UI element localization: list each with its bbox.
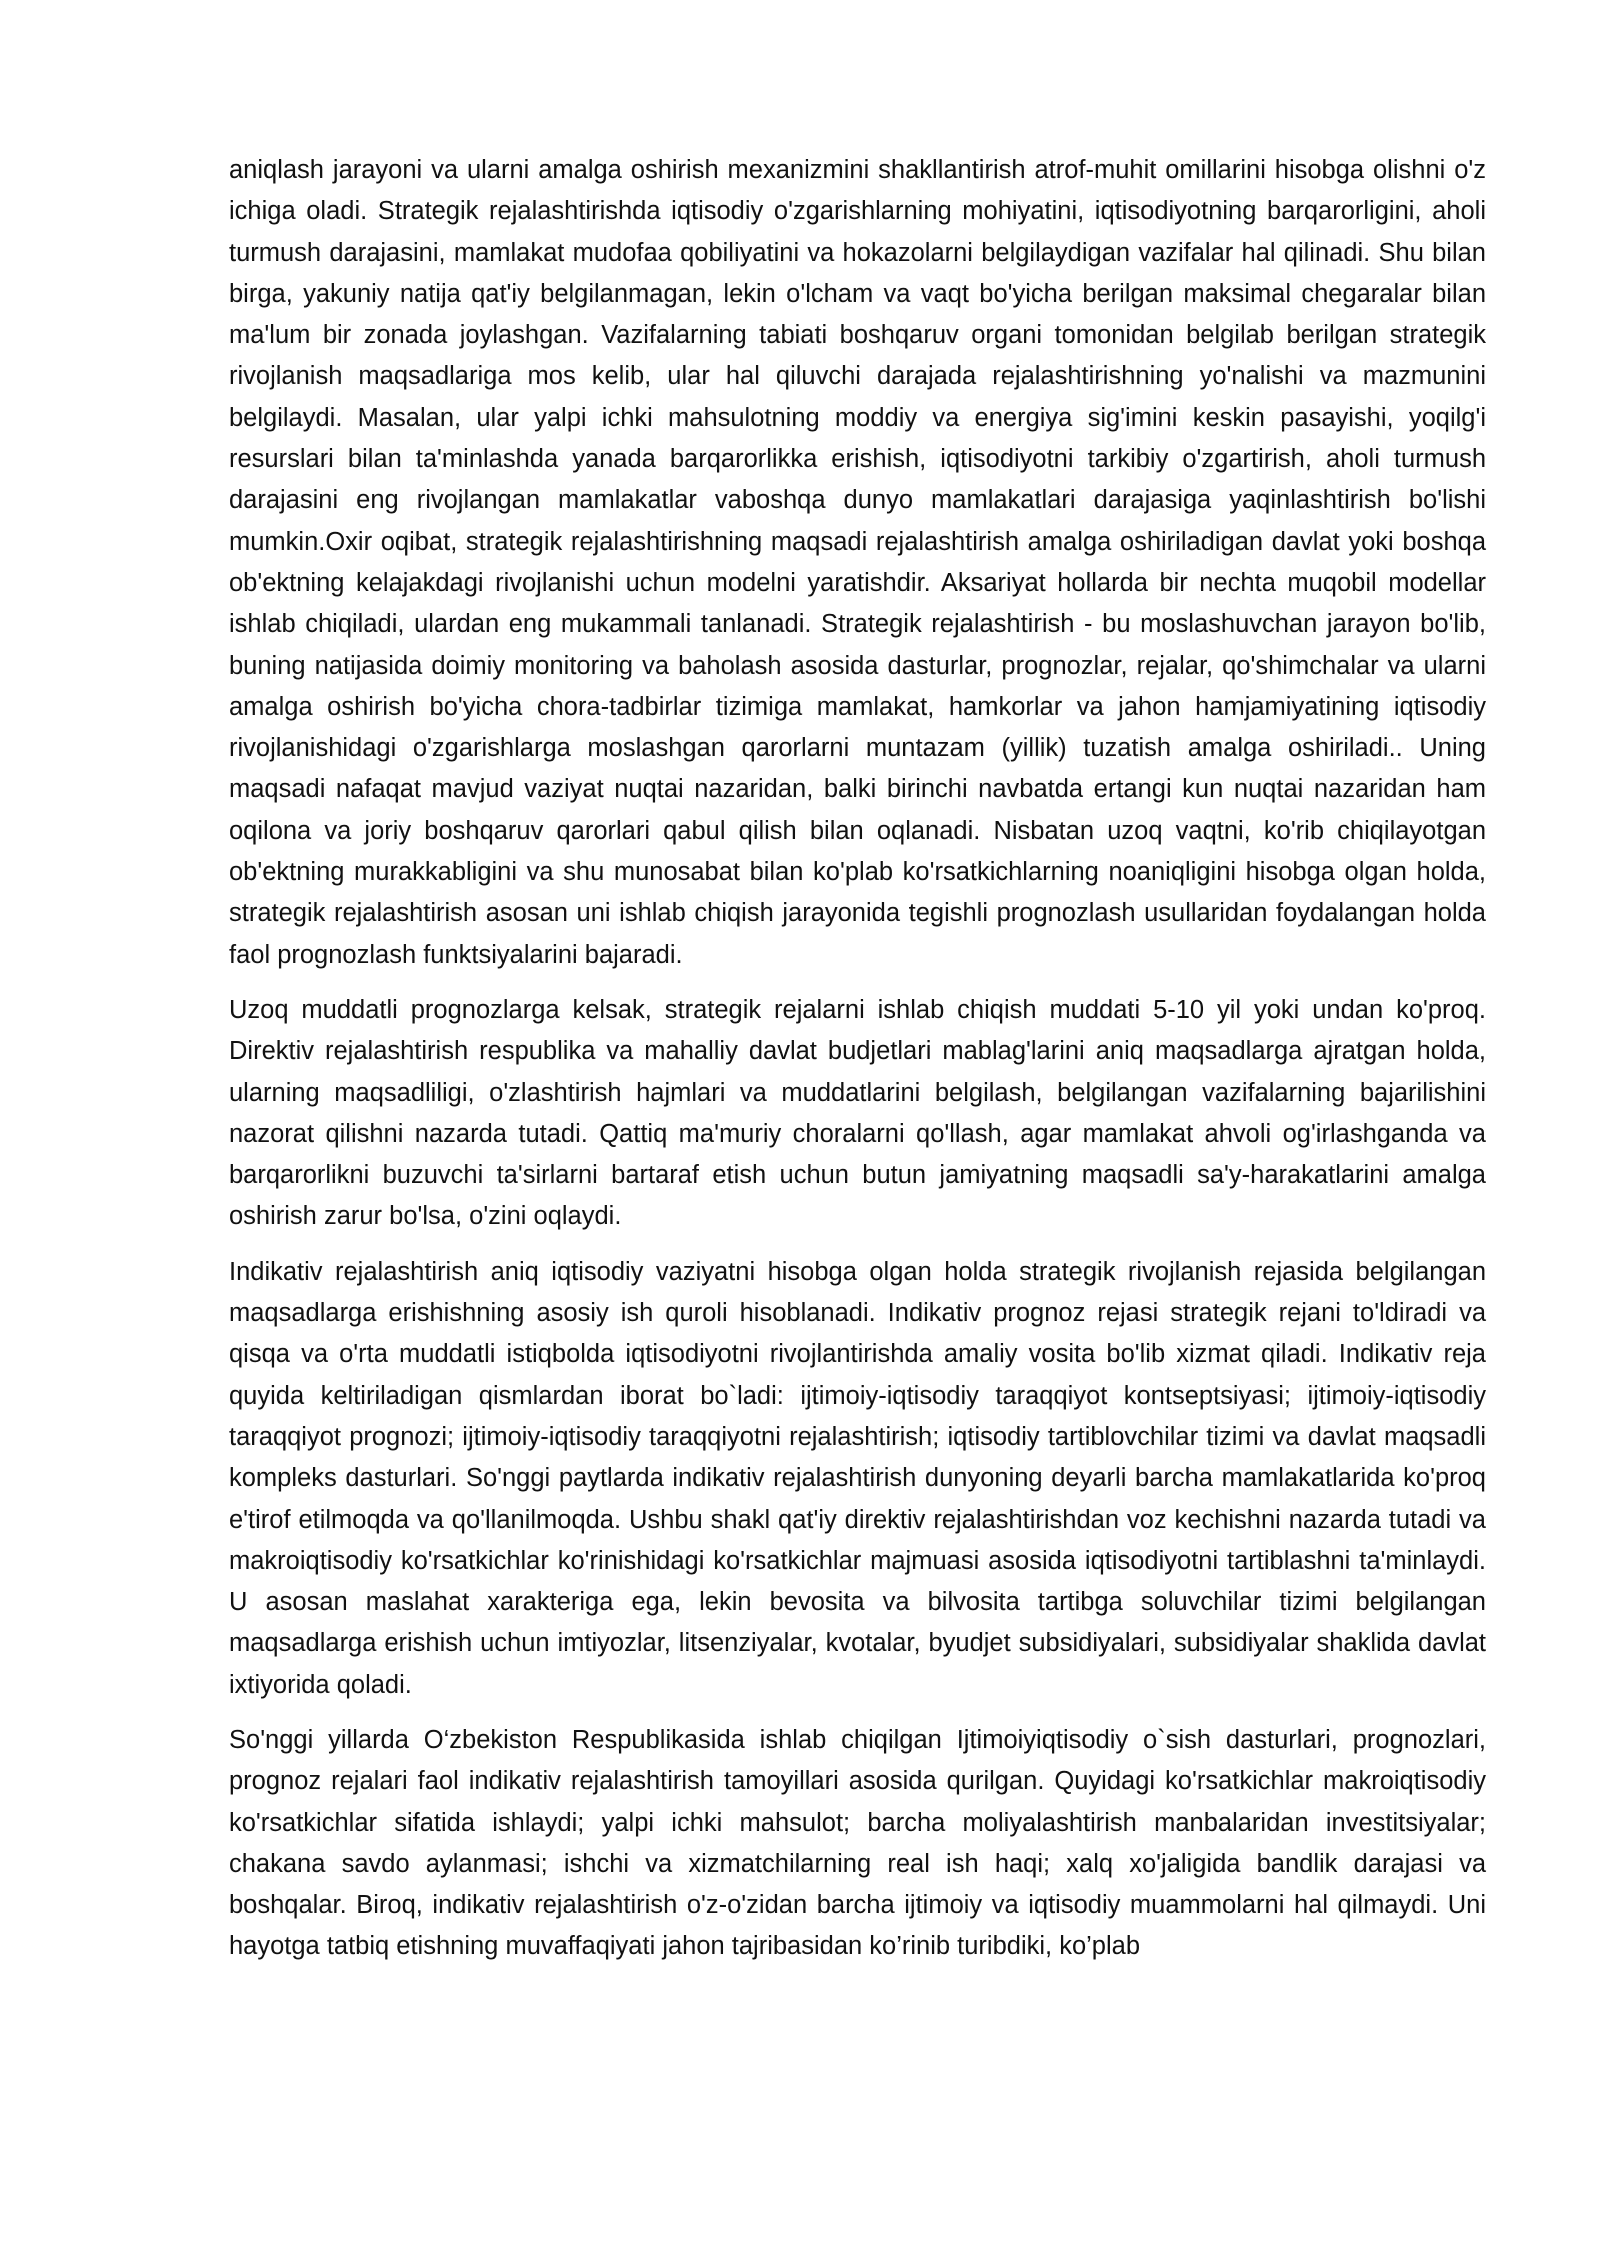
paragraph-long-term-forecasts: Uzoq muddatli prognozlarga kelsak, strategik rejalarni ishlab chiqish muddati 5-10 yil yoki undan ko'proq. Direktiv rejalashtirish respublika va mahalliy davlat budjetlari mablag'larini aniq maqsadlarga ajratgan holda, ularning maqsadliligi, o'zlashtirish hajmlari va muddatlarini belgilash, belgilangan vazifalarning bajarilishini nazorat qilishni nazarda tutadi. Qattiq ma'muriy choralarni qo'llash, agar mamlakat ahvoli og'irlashganda va barqarorlikni buzuvchi ta'sirlarni bartaraf etish uchun butun jamiyatning maqsadli sa'y-harakatlarini amalga oshirish zarur bo'lsa, o'zini oqlaydi. xyxy=(229,995,1486,1231)
paragraph-strategic-planning: aniqlash jarayoni va ularni amalga oshirish mexanizmini shakllantirish atrof-muhit omillarini hisobga olishni o'z ichiga oladi. Strategik rejalashtirishda iqtisodiy o'zgarishlarning mohiyatini, iqtisodiyotning barqarorligini, aholi turmush darajasini, mamlakat mudofaa qobiliyatini va hokazolarni belgilaydigan vazifalar hal qilinadi. Shu bilan birga, yakuniy natija qat'iy belgilanmagan, lekin o'lcham va vaqt bo'yicha berilgan maksimal chegaralar bilan ma'lum bir zonada joylashgan. Vazifalarning tabiati boshqaruv organi tomonidan belgilab berilgan strategik rivojlanish maqsadlariga mos kelib, ular hal qiluvchi darajada rejalashtirishning yo'nalishi va mazmunini belgilaydi. Masalan, ular yalpi ichki mahsulotning moddiy va energiya sig'imini keskin pasayishi, yoqilg'i resurslari bilan ta'minlashda yanada barqarorlikka erishish, iqtisodiyotni tarkibiy o'zgartirish, aholi turmush darajasini eng rivojlangan mamlakatlar vaboshqa dunyo mamlakatlari darajasiga yaqinlashtirish bo'lishi mumkin.Oxir oqibat, strategik rejalashtirishning maqsadi rejalashtirish amalga oshiriladigan davlat yoki boshqa ob'ektning kelajakdagi rivojlanishi uchun modelni yaratishdir. Aksariyat hollarda bir nechta muqobil modellar ishlab chiqiladi, ulardan eng mukammali tanlanadi. Strategik rejalashtirish - bu moslashuvchan jarayon bo'lib, buning natijasida doimiy monitoring va baholash asosida dasturlar, prognozlar, rejalar, qo'shimchalar va ularni amalga oshirish bo'yicha chora-tadbirlar tizimiga mamlakat, hamkorlar va jahon hamjamiyatining iqtisodiy rivojlanishidagi o'zgarishlarga moslashgan qarorlarni muntazam (yillik) tuzatish amalga oshiriladi.. Uning maqsadi nafaqat mavjud vaziyat nuqtai nazaridan, balki birinchi navbatda ertangi kun nuqtai nazaridan ham oqilona va joriy boshqaruv qarorlari qabul qilish bilan oqlanadi. Nisbatan uzoq vaqtni, ko'rib chiqilayotgan ob'ektning murakkabligini va shu munosabat bilan ko'plab ko'rsatkichlarning noaniqligini hisobga olgan holda, strategik rejalashtirish asosan uni ishlab chiqish jarayonida tegishli prognozlash usullaridan foydalangan holda faol prognozlash funktsiyalarini bajaradi. xyxy=(229,156,1486,969)
document-page xyxy=(229,150,1486,1968)
paragraph-indicative-planning: Indikativ rejalashtirish aniq iqtisodiy vaziyatni hisobga olgan holda strategik rivojlanish rejasida belgilangan maqsadlarga erishishning asosiy ish quroli hisoblanadi. Indikativ prognoz rejasi strategik rejani to'ldiradi va qisqa va o'rta muddatli istiqbolda iqtisodiyotni rivojlantirishda amaliy vosita bo'lib xizmat qiladi. Indikativ reja quyida keltiriladigan qismlardan iborat bo`ladi: ijtimoiy-iqtisodiy taraqqiyot kontseptsiyasi; ijtimoiy-iqtisodiy taraqqiyot prognozi; ijtimoiy-iqtisodiy taraqqiyotni rejalashtirish; iqtisodiy tartiblovchilar tizimi va davlat maqsadli kompleks dasturlari. So'nggi paytlarda indikativ rejalashtirish dunyoning deyarli barcha mamlakatlarida ko'proq e'tirof etilmoqda va qo'llanilmoqda. Ushbu shakl qat'iy direktiv rejalashtirishdan voz kechishni nazarda tutadi va makroiqtisodiy ko'rsatkichlar ko'rinishidagi ko'rsatkichlar majmuasi asosida iqtisodiyotni tartiblashni ta'minlaydi. U asosan maslahat xarakteriga ega, lekin bevosita va bilvosita tartibga soluvchilar tizimi belgilangan maqsadlarga erishish uchun imtiyozlar, litsenziyalar, kvotalar, byudjet subsidiyalari, subsidiyalar shaklida davlat ixtiyorida qoladi. xyxy=(229,1257,1486,1699)
paragraph-uzbekistan-programs: So'nggi yillarda O‘zbekiston Respublikasida ishlab chiqilgan Ijtimoiyiqtisodiy o`sish dasturlari, prognozlari, prognoz rejalari faol indikativ rejalashtirish tamoyillari asosida qurilgan. Quyidagi ko'rsatkichlar makroiqtisodiy ko'rsatkichlar sifatida ishlaydi; yalpi ichki mahsulot; barcha moliyalashtirish manbalaridan investitsiyalar; chakana savdo aylanmasi; ishchi va xizmatchilarning real ish haqi; xalq xo'jaligida bandlik darajasi va boshqalar. Biroq, indikativ rejalashtirish o'z-o'zidan barcha ijtimoiy va iqtisodiy muammolarni hal qilmaydi. Uni hayotga tatbiq etishning muvaffaqiyati jahon tajribasidan ko’rinib turibdiki, ko’plab xyxy=(229,1725,1486,1961)
